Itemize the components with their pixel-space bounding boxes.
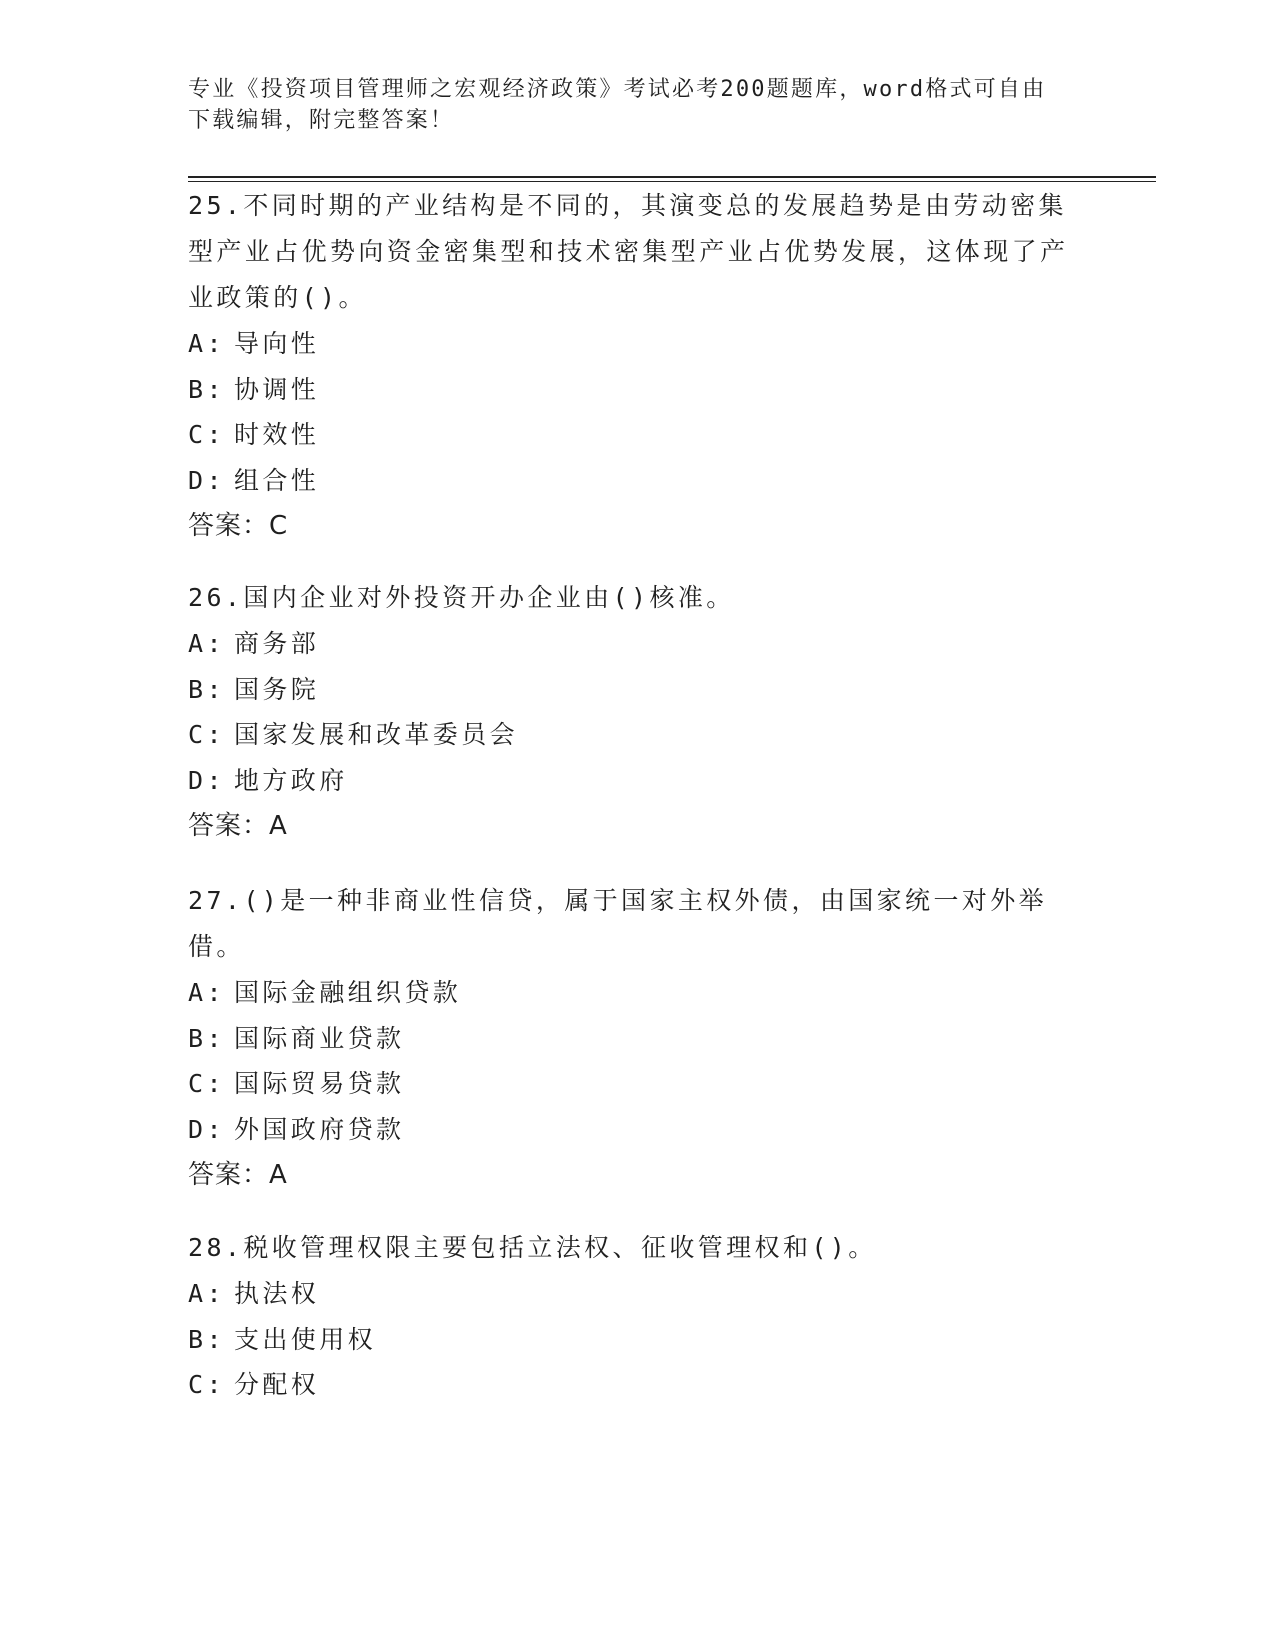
- question-text: 25.不同时期的产业结构是不同的，其演变总的发展趋势是由劳动密集型产业占优势向资金密集型和技术密集型产业占优势发展，这体现了产业政策的()。: [188, 191, 1069, 312]
- header-line-2: 下载编辑，附完整答案！: [188, 108, 455, 133]
- question-28: [188, 1225, 1088, 1408]
- question-text: 28.税收管理权限主要包括立法权、征收管理权和()。: [188, 1233, 877, 1262]
- option-a: A: 国际金融组织贷款: [188, 978, 462, 1007]
- option-c: C: 分配权: [188, 1370, 320, 1399]
- header-line-1: 专业《投资项目管理师之宏观经济政策》考试必考200题题库，word格式可自由: [188, 77, 1047, 102]
- question-26: [188, 575, 1088, 849]
- option-d: D: 地方政府: [188, 765, 348, 795]
- option-a: A: 执法权: [188, 1279, 320, 1308]
- question-text: 26.国内企业对外投资开办企业由()核准。: [188, 583, 735, 612]
- option-b: B: 国务院: [188, 674, 320, 704]
- option-d: D: 外国政府贷款: [188, 1114, 405, 1144]
- header-divider-thick: [188, 176, 1156, 178]
- answer-line: 答案：A: [188, 1160, 288, 1190]
- header-divider-thin: [188, 181, 1156, 182]
- option-b: B: 支出使用权: [188, 1324, 377, 1354]
- option-a: A: 商务部: [188, 629, 320, 658]
- question-27: [188, 878, 1088, 1198]
- option-b: B: 国际商业贷款: [188, 1023, 405, 1053]
- option-a: A: 导向性: [188, 329, 320, 358]
- option-c: C: 国家发展和改革委员会: [188, 720, 519, 749]
- option-c: C: 国际贸易贷款: [188, 1069, 405, 1098]
- option-b: B: 协调性: [188, 374, 320, 404]
- document-header: [188, 74, 1088, 136]
- option-c: C: 时效性: [188, 420, 320, 449]
- answer-line: 答案：C: [188, 511, 289, 541]
- option-d: D: 组合性: [188, 465, 320, 495]
- question-25: [188, 183, 1088, 549]
- question-text: 27.()是一种非商业性信贷，属于国家主权外债，由国家统一对外举借。: [188, 886, 1048, 961]
- answer-line: 答案：A: [188, 811, 288, 841]
